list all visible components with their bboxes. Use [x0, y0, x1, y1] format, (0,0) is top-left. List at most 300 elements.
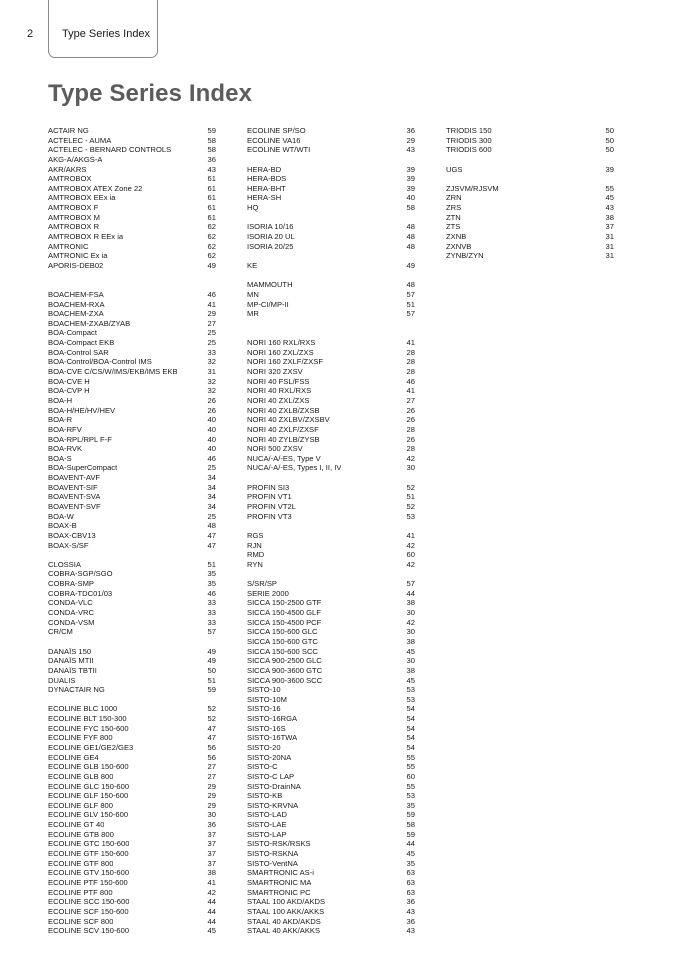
index-entry-page: 35	[207, 569, 216, 579]
index-entry-page: 51	[406, 299, 415, 309]
index-entry-name: ECOLINE GTF 800	[48, 858, 114, 868]
index-entry-page: 37	[207, 839, 216, 849]
index-entry-page: 49	[207, 656, 216, 666]
index-entry-name: CR/CM	[48, 627, 73, 637]
index-entry	[446, 193, 614, 203]
index-entry-page: 44	[406, 588, 415, 598]
page-title: Type Series Index	[48, 80, 253, 107]
index-entry	[48, 743, 216, 753]
index-entry-name: BOAVENT-SIF	[48, 482, 98, 492]
index-entry-page: 31	[605, 232, 614, 242]
index-entry-name: PROFIN VT1	[247, 492, 292, 502]
index-entry-page: 44	[207, 897, 216, 907]
index-entry-page: 48	[406, 280, 415, 290]
index-entry-page: 51	[406, 492, 415, 502]
index-entry-page: 38	[406, 598, 415, 608]
index-entry	[48, 897, 216, 907]
index-entry-name: ECOLINE SCC 150-600	[48, 897, 130, 907]
index-entry-name: SISTO-RSK/RSKS	[247, 839, 311, 849]
index-entry-name: TRIODIS 150	[446, 126, 492, 135]
index-entry-page: 28	[406, 347, 415, 357]
index-entry-page: 38	[406, 665, 415, 675]
index-entry-name: RYN	[247, 559, 263, 569]
index-entry-page: 47	[207, 530, 216, 540]
index-entry-page: 58	[406, 820, 415, 830]
index-entry-page: 53	[406, 511, 415, 521]
index-entry-page: 29	[207, 781, 216, 791]
index-entry-name: ECOLINE PTF 150-600	[48, 877, 128, 887]
index-entry-name: AMTROBOX	[48, 174, 92, 184]
index-entry-name: ACTELEC - AUMA	[48, 135, 112, 145]
index-entry	[247, 839, 415, 849]
index-entry-page: 31	[207, 367, 216, 377]
index-entry	[48, 377, 216, 387]
index-entry-name: KE	[247, 260, 258, 270]
index-entry	[446, 126, 614, 136]
index-entry	[48, 319, 216, 329]
index-entry	[247, 666, 415, 676]
index-entry-page: 62	[207, 241, 216, 251]
index-entry-page: 45	[207, 926, 216, 936]
index-entry-name: BOA-CVE H	[48, 376, 90, 386]
index-entry-page: 28	[406, 444, 415, 454]
index-entry-page: 26	[406, 415, 415, 425]
index-entry-name: SERIE 2000	[247, 588, 289, 598]
index-entry-name: MAMMOUTH	[247, 280, 293, 290]
index-entry	[446, 232, 614, 242]
index-entry-page: 47	[207, 733, 216, 743]
index-entry-page: 41	[406, 386, 415, 396]
index-entry-page: 61	[207, 193, 216, 203]
index-entry-page: 46	[207, 588, 216, 598]
index-entry-name: BOACHEM-RXA	[48, 299, 105, 309]
index-group-gap	[247, 213, 415, 223]
index-entry-name: ISORIA 20 UL	[247, 232, 295, 242]
index-entry-name: ZXNVB	[446, 241, 472, 251]
index-entry-page: 38	[406, 636, 415, 646]
index-entry-page: 57	[406, 309, 415, 319]
index-entry-page: 42	[207, 887, 216, 897]
index-entry	[48, 888, 216, 898]
index-entry-page: 43	[207, 164, 216, 174]
index-entry-name: STAAL 100 AKD/AKDS	[247, 897, 326, 907]
index-entry-name: ACTAIR NG	[48, 126, 89, 135]
index-entry	[247, 492, 415, 502]
index-entry-page: 55	[605, 183, 614, 193]
index-entry	[446, 251, 614, 261]
index-entry-name: RMD	[247, 550, 265, 560]
index-entry-name: ECOLINE WT/WTI	[247, 145, 311, 155]
index-entry-page: 44	[207, 906, 216, 916]
index-entry	[247, 801, 415, 811]
index-entry	[48, 820, 216, 830]
index-entry	[247, 338, 415, 348]
index-entry	[247, 579, 415, 589]
index-entry-page: 53	[406, 791, 415, 801]
index-group-gap	[446, 174, 614, 184]
index-entry-name: ZRS	[446, 203, 462, 213]
index-entry	[247, 810, 415, 820]
index-entry	[48, 560, 216, 570]
index-group-gap	[48, 271, 216, 281]
index-entry	[48, 579, 216, 589]
index-entry-page: 59	[207, 685, 216, 695]
index-entry-page: 31	[605, 241, 614, 251]
index-entry-name: AMTROBOX ATEX Zone 22	[48, 183, 143, 193]
index-entry-page: 28	[406, 424, 415, 434]
index-entry-name: BOA-S	[48, 453, 72, 463]
index-entry	[247, 627, 415, 637]
index-entry	[247, 348, 415, 358]
index-entry-name: SISTO-RSKNA	[247, 849, 299, 859]
index-entry-name: BOA-Control SAR	[48, 347, 109, 357]
index-entry	[247, 868, 415, 878]
index-entry-page: 33	[207, 347, 216, 357]
index-entry	[48, 849, 216, 859]
index-entry-name: ISORIA 20/25	[247, 241, 294, 251]
index-entry-name: ECOLINE GT 40	[48, 820, 105, 830]
index-entry	[48, 174, 216, 184]
index-entry-name: BOA-Compact	[48, 328, 97, 338]
index-entry	[48, 791, 216, 801]
index-entry-page: 36	[207, 820, 216, 830]
index-entry-page: 43	[406, 906, 415, 916]
index-entry	[247, 386, 415, 396]
index-entry-name: ECOLINE SP/SO	[247, 126, 306, 135]
index-entry	[48, 290, 216, 300]
index-entry	[48, 512, 216, 522]
index-entry-name: ECOLINE VA16	[247, 135, 301, 145]
index-entry	[247, 888, 415, 898]
index-entry-page: 61	[207, 203, 216, 213]
index-entry-name: NORI 500 ZXSV	[247, 444, 303, 454]
index-entry	[247, 830, 415, 840]
index-entry	[247, 242, 415, 252]
index-entry-name: MP-CI/MP-II	[247, 299, 289, 309]
index-entry-page: 48	[406, 232, 415, 242]
index-entry	[48, 608, 216, 618]
index-entry	[247, 907, 415, 917]
index-entry	[247, 435, 415, 445]
index-entry-name: STAAL 40 AKD/AKDS	[247, 916, 321, 926]
index-entry-name: SISTO-LAD	[247, 810, 287, 820]
index-entry-name: ECOLINE GLB 150-600	[48, 762, 129, 772]
index-entry	[247, 136, 415, 146]
index-entry-name: MR	[247, 309, 259, 319]
index-entry-name: ECOLINE PTF 800	[48, 887, 113, 897]
index-entry	[48, 386, 216, 396]
index-entry-name: ECOLINE FYC 150-600	[48, 723, 129, 733]
index-entry-name: SISTO-KB	[247, 791, 283, 801]
index-entry-name: SICCA 900-3600 GTC	[247, 665, 323, 675]
index-entry-page: 29	[207, 791, 216, 801]
index-entry	[48, 242, 216, 252]
index-entry-page: 34	[207, 492, 216, 502]
index-entry-page: 25	[207, 328, 216, 338]
index-entry	[48, 521, 216, 531]
index-column-1	[48, 126, 216, 936]
index-entry	[247, 483, 415, 493]
index-group-gap	[446, 155, 614, 165]
index-entry	[247, 145, 415, 155]
index-entry-name: AMTROBOX F	[48, 203, 99, 213]
index-entry	[247, 849, 415, 859]
index-entry-page: 52	[406, 482, 415, 492]
index-entry	[48, 733, 216, 743]
index-entry	[247, 618, 415, 628]
index-entry-name: NUCA/-A/-ES, Type V	[247, 453, 321, 463]
index-entry-page: 50	[605, 145, 614, 155]
index-entry-name: ECOLINE SCF 150-600	[48, 906, 129, 916]
index-group-gap	[247, 569, 415, 579]
index-entry	[247, 531, 415, 541]
index-entry-name: APORIS-DEB02	[48, 260, 104, 270]
index-entry	[247, 357, 415, 367]
index-entry	[48, 454, 216, 464]
index-entry	[48, 396, 216, 406]
index-entry-page: 54	[406, 723, 415, 733]
index-entry-page: 25	[207, 338, 216, 348]
index-entry-name: DANAÏS 150	[48, 646, 92, 656]
index-entry	[48, 801, 216, 811]
index-entry-name: SMARTRONIC AS-i	[247, 868, 314, 878]
header-tab-label: Type Series Index	[62, 28, 151, 40]
index-entry-name: SISTO-KRVNA	[247, 800, 299, 810]
index-entry	[48, 203, 216, 213]
index-entry	[247, 791, 415, 801]
index-entry	[247, 502, 415, 512]
index-entry-page: 40	[207, 444, 216, 454]
index-entry	[48, 724, 216, 734]
index-entry	[247, 695, 415, 705]
index-entry-name: ISORIA 10/16	[247, 222, 294, 232]
index-entry-page: 54	[406, 704, 415, 714]
index-entry	[48, 222, 216, 232]
index-entry-name: BOA-CVP H	[48, 386, 90, 396]
index-group-gap	[48, 695, 216, 705]
index-entry-page: 45	[406, 675, 415, 685]
index-entry	[247, 753, 415, 763]
index-entry-name: BOA-H/HE/HV/HEV	[48, 405, 116, 415]
index-entry-name: DANAÏS MTII	[48, 656, 94, 666]
index-entry	[247, 772, 415, 782]
index-entry-page: 35	[406, 800, 415, 810]
index-entry-name: ECOLINE GLC 150-600	[48, 781, 130, 791]
index-entry	[247, 733, 415, 743]
index-entry-name: RJN	[247, 540, 262, 550]
index-entry	[48, 232, 216, 242]
index-entry-page: 34	[207, 482, 216, 492]
index-entry	[48, 328, 216, 338]
index-entry	[48, 810, 216, 820]
index-entry-name: ZRN	[446, 193, 462, 203]
index-entry-name: AMTROBOX R	[48, 222, 100, 232]
index-entry-name: TRIODIS 300	[446, 135, 492, 145]
index-entry-page: 40	[207, 415, 216, 425]
index-entry	[247, 589, 415, 599]
index-entry-name: BOA-R	[48, 415, 73, 425]
index-entry-page: 39	[406, 174, 415, 184]
index-entry-page: 50	[207, 665, 216, 675]
index-entry-name: HERA-BD	[247, 164, 282, 174]
index-entry-name: SMARTRONIC PC	[247, 887, 311, 897]
index-entry-name: ECOLINE GTC 150-600	[48, 839, 130, 849]
index-entry	[247, 656, 415, 666]
index-entry-page: 47	[207, 723, 216, 733]
index-entry	[48, 251, 216, 261]
index-entry-name: NORI 160 ZXLF/ZXSF	[247, 357, 323, 367]
index-group-gap	[247, 271, 415, 281]
index-entry-page: 61	[207, 174, 216, 184]
index-entry-name: SICCA 150-4500 PCF	[247, 617, 322, 627]
index-group-gap	[48, 637, 216, 647]
page-number: 2	[27, 28, 34, 40]
index-entry	[48, 145, 216, 155]
index-entry	[48, 589, 216, 599]
index-entry-name: ZXNB	[446, 232, 467, 242]
index-entry	[247, 704, 415, 714]
index-entry-name: PROFIN VT3	[247, 511, 292, 521]
index-entry	[48, 463, 216, 473]
index-entry-name: BOA-H	[48, 395, 73, 405]
index-entry-name: ZTS	[446, 222, 461, 232]
index-entry-page: 30	[207, 810, 216, 820]
index-entry	[48, 483, 216, 493]
index-entry-page: 54	[406, 714, 415, 724]
index-entry	[48, 772, 216, 782]
index-entry-page: 48	[207, 521, 216, 531]
index-entry-page: 36	[406, 897, 415, 907]
index-entry	[48, 878, 216, 888]
index-entry-page: 37	[207, 829, 216, 839]
index-entry-name: NORI 40 RXL/RXS	[247, 386, 312, 396]
index-entry	[247, 174, 415, 184]
index-entry-name: TRIODIS 600	[446, 145, 492, 155]
index-entry	[446, 213, 614, 223]
index-entry-page: 26	[207, 405, 216, 415]
index-entry-name: CONDA-VRC	[48, 608, 94, 618]
index-entry-page: 51	[207, 675, 216, 685]
index-entry-page: 26	[406, 405, 415, 415]
index-entry-page: 57	[406, 579, 415, 589]
index-entry-page: 25	[207, 463, 216, 473]
index-entry	[48, 261, 216, 271]
index-entry	[247, 425, 415, 435]
index-entry	[247, 300, 415, 310]
index-entry	[247, 184, 415, 194]
index-entry	[48, 126, 216, 136]
index-entry	[48, 647, 216, 657]
index-entry-page: 49	[406, 260, 415, 270]
index-entry	[48, 406, 216, 416]
index-entry-name: BOA-RPL/RPL F-F	[48, 434, 112, 444]
index-entry-page: 56	[207, 752, 216, 762]
index-entry-page: 41	[406, 338, 415, 348]
index-entry-page: 36	[207, 154, 216, 164]
index-entry	[48, 598, 216, 608]
index-entry	[48, 502, 216, 512]
index-entry-page: 52	[207, 704, 216, 714]
index-entry-page: 42	[406, 453, 415, 463]
index-group-gap	[247, 328, 415, 338]
index-entry	[48, 859, 216, 869]
index-entry	[247, 463, 415, 473]
index-column-2	[247, 126, 415, 936]
index-entry-name: STAAL 40 AKK/AKKS	[247, 926, 321, 936]
index-entry-name: UGS	[446, 164, 463, 174]
index-entry	[247, 782, 415, 792]
index-entry-name: BOAX-S/SF	[48, 540, 89, 550]
index-group-gap	[247, 155, 415, 165]
index-entry	[247, 608, 415, 618]
index-entry	[48, 917, 216, 927]
index-entry-page: 46	[406, 376, 415, 386]
index-entry	[247, 512, 415, 522]
index-entry-page: 63	[406, 887, 415, 897]
index-entry-page: 28	[406, 357, 415, 367]
index-entry-name: HERA-SH	[247, 193, 282, 203]
index-entry	[247, 647, 415, 657]
index-entry-name: AKG-A/AKGS-A	[48, 154, 103, 164]
index-entry-page: 29	[207, 309, 216, 319]
index-group-gap	[247, 251, 415, 261]
index-entry-page: 51	[207, 559, 216, 569]
index-entry	[446, 222, 614, 232]
index-entry	[446, 203, 614, 213]
index-entry-name: ECOLINE BLC 1000	[48, 704, 118, 714]
index-group-gap	[48, 550, 216, 560]
index-entry-page: 31	[605, 251, 614, 261]
index-entry-page: 29	[406, 135, 415, 145]
index-entry-name: ECOLINE GE1/GE2/GE3	[48, 743, 134, 752]
index-entry	[48, 704, 216, 714]
index-entry-name: COBRA-SGP/SGO	[48, 569, 113, 579]
index-entry-page: 32	[207, 357, 216, 367]
index-entry-page: 43	[406, 926, 415, 936]
index-entry-name: CONDA-VSM	[48, 617, 95, 627]
index-entry-page: 46	[207, 453, 216, 463]
index-entry-name: ECOLINE GTV 150-600	[48, 868, 130, 878]
index-entry	[48, 666, 216, 676]
index-entry-page: 32	[207, 376, 216, 386]
index-entry-name: AKR/AKRS	[48, 164, 87, 174]
index-entry	[247, 203, 415, 213]
index-entry	[247, 222, 415, 232]
index-entry-page: 34	[207, 501, 216, 511]
index-entry-page: 50	[605, 126, 614, 135]
index-entry-name: SISTO-20NA	[247, 752, 292, 762]
index-entry	[48, 830, 216, 840]
index-entry-page: 58	[207, 145, 216, 155]
index-entry-name: ECOLINE GLB 800	[48, 771, 114, 781]
index-entry-page: 40	[207, 424, 216, 434]
index-entry	[247, 859, 415, 869]
index-entry-name: ACTELEC - BERNARD CONTROLS	[48, 145, 172, 155]
index-entry-name: ECOLINE GLF 800	[48, 800, 113, 810]
index-entry	[247, 126, 415, 136]
index-entry-name: ECOLINE FYF 800	[48, 733, 113, 743]
index-entry-name: SMARTRONIC MA	[247, 877, 312, 887]
index-entry-page: 57	[207, 627, 216, 637]
index-entry-page: 49	[207, 260, 216, 270]
index-entry-page: 40	[406, 193, 415, 203]
index-entry-page: 49	[207, 646, 216, 656]
index-entry-page: 42	[406, 559, 415, 569]
index-entry	[247, 232, 415, 242]
index-entry-name: BOA-Control/BOA-Control IMS	[48, 357, 152, 367]
index-entry-name: ECOLINE SCF 800	[48, 916, 114, 926]
index-entry-page: 45	[406, 849, 415, 859]
